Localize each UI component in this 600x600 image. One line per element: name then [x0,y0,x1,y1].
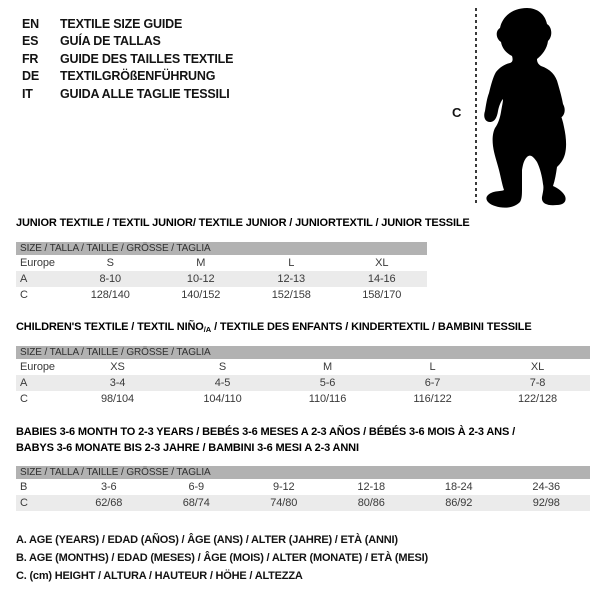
language-title-list [22,15,233,103]
size-value-cell: 6-9 [188,481,205,493]
table-title-line [16,319,532,338]
row-label: C [20,497,28,509]
language-label: GUIDE DES TAILLES TEXTILE [60,51,234,66]
language-code: FR [22,51,39,66]
table-row [16,271,427,287]
table-row [16,359,590,375]
height-measure-dashed-line [475,8,477,206]
baby-silhouette-icon [480,6,570,210]
row-label: B [20,481,28,493]
children-size-table [16,346,590,407]
size-value-cell: 140/152 [181,289,221,301]
legend-line-b: B. AGE (MONTHS) / EDAD (MESES) / ÂGE (MOIS) / ALTER (MONATE) / ETÀ (MESI) [16,552,428,564]
row-label: A [20,377,28,389]
size-value-cell: S [218,361,227,373]
size-value-cell: 92/98 [532,497,560,509]
table-title-line [16,215,470,231]
table-title-text: BABYS 3-6 MONATE BIS 2-3 JAHRE / BAMBINI 3-6 MESI A 2-3 ANNI [16,442,359,454]
size-value-cell: 158/170 [362,289,402,301]
language-row [22,33,233,51]
size-value-cell: M [322,361,333,373]
height-measure-label: C [452,105,462,120]
size-value-cell: S [106,257,114,269]
language-label: GUÍA DE TALLAS [60,34,161,49]
language-code: IT [22,86,33,101]
size-value-cell: M [196,257,206,269]
size-value-cell: XL [375,257,389,269]
junior-size-table [16,242,427,303]
size-header-band: SIZE / TALLA / TAILLE / GRÖSSE / TAGLIA [16,242,427,255]
row-label: C [20,393,28,405]
language-label: TEXTILGRÖßENFÜHRUNG [60,69,216,84]
size-value-cell: 116/122 [413,393,452,405]
table-title-text: CHILDREN'S TEXTILE / TEXTIL NIÑO [16,321,204,333]
language-label: TEXTILE SIZE GUIDE [60,16,183,31]
size-value-cell: 74/80 [270,497,298,509]
size-value-cell: 80/86 [357,497,385,509]
table-row [16,255,427,271]
size-value-cell: 62/68 [95,497,123,509]
size-value-cell: XS [110,361,125,373]
junior-table-title [16,215,470,231]
size-value-cell: 68/74 [182,497,210,509]
size-value-cell: 152/158 [271,289,311,301]
size-value-cell: 6-7 [424,377,441,389]
size-value-cell: L [288,257,295,269]
size-value-cell: 4-5 [214,377,231,389]
size-value-cell: 8-10 [99,273,122,285]
table-title-text: /A [203,325,212,334]
language-row [22,50,233,68]
size-header-band: SIZE / TALLA / TAILLE / GRÖSSE / TAGLIA [16,346,590,359]
size-header-band: SIZE / TALLA / TAILLE / GRÖSSE / TAGLIA [16,466,590,479]
size-value-cell: 18-24 [444,481,473,493]
babies-size-table [16,466,590,511]
table-row [16,495,590,511]
language-code: EN [22,16,39,31]
size-value-cell: 98/104 [100,393,135,405]
row-label: Europe [20,257,55,269]
language-row [22,15,233,33]
size-value-cell: XL [530,361,545,373]
language-row [22,68,233,86]
row-label: A [20,273,28,285]
babies-table-title [16,424,515,456]
size-value-cell: 128/140 [90,289,130,301]
size-value-cell: 122/128 [517,393,558,405]
measurement-legend [16,531,428,585]
table-row [16,375,590,391]
size-value-cell: 7-8 [529,377,546,389]
legend-line-a: A. AGE (YEARS) / EDAD (AÑOS) / ÂGE (ANS) / ALTER (JAHRE) / ETÀ (ANNI) [16,534,398,546]
size-value-cell: 10-12 [186,273,215,285]
language-code: DE [22,69,39,84]
table-title-line [16,440,515,456]
row-label: Europe [20,361,55,373]
language-label: GUIDA ALLE TAGLIE TESSILI [60,86,230,101]
size-value-cell: 12-13 [277,273,306,285]
size-value-cell: 3-6 [100,481,117,493]
size-value-cell: L [429,361,436,373]
table-title-line [16,424,515,440]
row-label: C [20,289,28,301]
size-value-cell: 86/92 [445,497,473,509]
table-title-text: / TEXTILE DES ENFANTS / KINDERTEXTIL / BAMBINI TESSILE [211,321,532,333]
size-value-cell: 9-12 [272,481,295,493]
size-value-cell: 5-6 [319,377,336,389]
legend-line-c: C. (cm) HEIGHT / ALTURA / HAUTEUR / HÖHE / ALTEZZA [16,570,303,582]
table-row [16,287,427,303]
size-value-cell: 14-16 [367,273,396,285]
language-code: ES [22,34,39,49]
table-title-text: BABIES 3-6 MONTH TO 2-3 YEARS / BEBÉS 3-6 MESES A 2-3 AÑOS / BÉBÉS 3-6 MOIS À 2-3 ANS / [16,426,515,438]
table-row [16,391,590,407]
size-value-cell: 110/116 [308,393,347,405]
language-row [22,85,233,103]
size-value-cell: 24-36 [532,481,561,493]
table-title-text: JUNIOR TEXTILE / TEXTIL JUNIOR/ TEXTILE JUNIOR / JUNIORTEXTIL / JUNIOR TESSILE [16,217,470,229]
children-table-title [16,319,532,338]
size-value-cell: 3-4 [109,377,126,389]
table-row [16,479,590,495]
size-value-cell: 104/110 [203,393,242,405]
size-value-cell: 12-18 [357,481,386,493]
